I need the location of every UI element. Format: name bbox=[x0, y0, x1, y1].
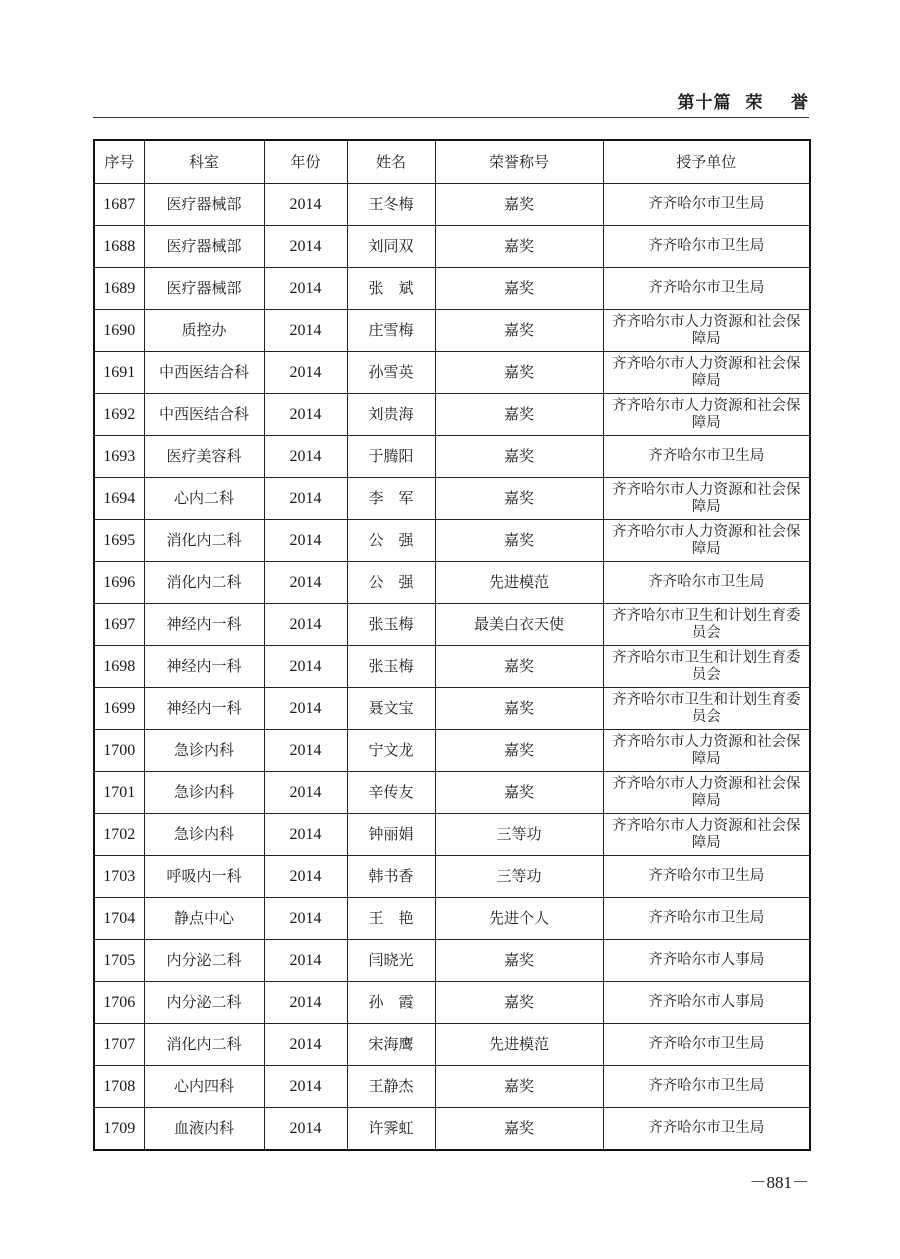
table-row bbox=[94, 856, 810, 898]
cell-serial: 1693 bbox=[94, 436, 144, 478]
cell-awarding-unit: 齐齐哈尔市卫生和计划生育委员会 bbox=[603, 604, 810, 646]
cell-honor-title: 先进个人 bbox=[435, 898, 603, 940]
cell-name: 王静杰 bbox=[347, 1066, 435, 1108]
cell-honor-title: 嘉奖 bbox=[435, 1066, 603, 1108]
column-header-name: 姓名 bbox=[347, 140, 435, 184]
cell-department: 中西医结合科 bbox=[144, 352, 264, 394]
cell-department: 急诊内科 bbox=[144, 730, 264, 772]
table-row bbox=[94, 352, 810, 394]
cell-name: 韩书香 bbox=[347, 856, 435, 898]
table-row bbox=[94, 1108, 810, 1151]
cell-serial: 1697 bbox=[94, 604, 144, 646]
cell-name: 孙雪英 bbox=[347, 352, 435, 394]
cell-year: 2014 bbox=[264, 268, 347, 310]
cell-name: 王 艳 bbox=[347, 898, 435, 940]
cell-serial: 1687 bbox=[94, 184, 144, 226]
table-row bbox=[94, 982, 810, 1024]
cell-serial: 1703 bbox=[94, 856, 144, 898]
cell-honor-title: 嘉奖 bbox=[435, 268, 603, 310]
cell-awarding-unit: 齐齐哈尔市人事局 bbox=[603, 982, 810, 1024]
cell-department: 内分泌二科 bbox=[144, 982, 264, 1024]
table-body bbox=[94, 184, 810, 1151]
cell-year: 2014 bbox=[264, 688, 347, 730]
cell-serial: 1689 bbox=[94, 268, 144, 310]
running-header: 第十篇 荣 誉 bbox=[677, 93, 809, 113]
cell-awarding-unit: 齐齐哈尔市卫生局 bbox=[603, 562, 810, 604]
cell-awarding-unit: 齐齐哈尔市卫生局 bbox=[603, 184, 810, 226]
cell-department: 消化内二科 bbox=[144, 520, 264, 562]
cell-department: 急诊内科 bbox=[144, 814, 264, 856]
cell-department: 静点中心 bbox=[144, 898, 264, 940]
table-row bbox=[94, 814, 810, 856]
cell-honor-title: 嘉奖 bbox=[435, 436, 603, 478]
table-header-row bbox=[94, 140, 810, 184]
cell-name: 聂文宝 bbox=[347, 688, 435, 730]
cell-name: 钟丽娟 bbox=[347, 814, 435, 856]
cell-year: 2014 bbox=[264, 352, 347, 394]
cell-year: 2014 bbox=[264, 982, 347, 1024]
cell-serial: 1705 bbox=[94, 940, 144, 982]
cell-serial: 1692 bbox=[94, 394, 144, 436]
cell-honor-title: 嘉奖 bbox=[435, 646, 603, 688]
table-row bbox=[94, 310, 810, 352]
cell-awarding-unit: 齐齐哈尔市卫生局 bbox=[603, 898, 810, 940]
cell-honor-title: 嘉奖 bbox=[435, 1108, 603, 1151]
cell-serial: 1707 bbox=[94, 1024, 144, 1066]
column-header-year: 年份 bbox=[264, 140, 347, 184]
cell-year: 2014 bbox=[264, 856, 347, 898]
cell-department: 神经内一科 bbox=[144, 646, 264, 688]
cell-honor-title: 嘉奖 bbox=[435, 940, 603, 982]
table-row bbox=[94, 604, 810, 646]
cell-serial: 1699 bbox=[94, 688, 144, 730]
column-header-honor-title: 荣誉称号 bbox=[435, 140, 603, 184]
table-row bbox=[94, 730, 810, 772]
cell-year: 2014 bbox=[264, 1024, 347, 1066]
cell-serial: 1695 bbox=[94, 520, 144, 562]
cell-department: 质控办 bbox=[144, 310, 264, 352]
cell-honor-title: 嘉奖 bbox=[435, 772, 603, 814]
cell-awarding-unit: 齐齐哈尔市卫生和计划生育委员会 bbox=[603, 646, 810, 688]
cell-department: 医疗器械部 bbox=[144, 226, 264, 268]
column-header-awarding-unit: 授予单位 bbox=[603, 140, 810, 184]
cell-awarding-unit: 齐齐哈尔市人力资源和社会保障局 bbox=[603, 310, 810, 352]
cell-serial: 1698 bbox=[94, 646, 144, 688]
cell-honor-title: 嘉奖 bbox=[435, 730, 603, 772]
cell-honor-title: 嘉奖 bbox=[435, 310, 603, 352]
table-row bbox=[94, 688, 810, 730]
cell-year: 2014 bbox=[264, 604, 347, 646]
cell-year: 2014 bbox=[264, 646, 347, 688]
table-row bbox=[94, 520, 810, 562]
cell-awarding-unit: 齐齐哈尔市人事局 bbox=[603, 940, 810, 982]
cell-name: 于腾阳 bbox=[347, 436, 435, 478]
cell-serial: 1704 bbox=[94, 898, 144, 940]
cell-awarding-unit: 齐齐哈尔市人力资源和社会保障局 bbox=[603, 394, 810, 436]
cell-honor-title: 嘉奖 bbox=[435, 982, 603, 1024]
cell-department: 医疗美容科 bbox=[144, 436, 264, 478]
cell-honor-title: 三等功 bbox=[435, 856, 603, 898]
cell-name: 许霁虹 bbox=[347, 1108, 435, 1151]
table-row bbox=[94, 940, 810, 982]
cell-name: 孙 霞 bbox=[347, 982, 435, 1024]
cell-honor-title: 先进模范 bbox=[435, 1024, 603, 1066]
table-row bbox=[94, 772, 810, 814]
cell-serial: 1701 bbox=[94, 772, 144, 814]
page-number: －881－ bbox=[749, 1173, 809, 1192]
cell-name: 庄雪梅 bbox=[347, 310, 435, 352]
table-row bbox=[94, 268, 810, 310]
table-row bbox=[94, 184, 810, 226]
cell-honor-title: 先进模范 bbox=[435, 562, 603, 604]
cell-department: 神经内一科 bbox=[144, 604, 264, 646]
cell-department: 内分泌二科 bbox=[144, 940, 264, 982]
cell-name: 宁文龙 bbox=[347, 730, 435, 772]
cell-department: 急诊内科 bbox=[144, 772, 264, 814]
cell-serial: 1696 bbox=[94, 562, 144, 604]
cell-name: 闫晓光 bbox=[347, 940, 435, 982]
cell-awarding-unit: 齐齐哈尔市卫生局 bbox=[603, 268, 810, 310]
cell-department: 血液内科 bbox=[144, 1108, 264, 1151]
table-row bbox=[94, 1024, 810, 1066]
cell-year: 2014 bbox=[264, 1066, 347, 1108]
cell-name: 李 军 bbox=[347, 478, 435, 520]
cell-department: 医疗器械部 bbox=[144, 184, 264, 226]
cell-year: 2014 bbox=[264, 772, 347, 814]
cell-department: 消化内二科 bbox=[144, 562, 264, 604]
cell-department: 神经内一科 bbox=[144, 688, 264, 730]
cell-serial: 1709 bbox=[94, 1108, 144, 1151]
cell-honor-title: 三等功 bbox=[435, 814, 603, 856]
table-row bbox=[94, 226, 810, 268]
cell-year: 2014 bbox=[264, 562, 347, 604]
header-rule bbox=[93, 117, 809, 118]
cell-awarding-unit: 齐齐哈尔市卫生局 bbox=[603, 856, 810, 898]
table-row bbox=[94, 478, 810, 520]
cell-serial: 1708 bbox=[94, 1066, 144, 1108]
cell-awarding-unit: 齐齐哈尔市卫生局 bbox=[603, 226, 810, 268]
cell-honor-title: 嘉奖 bbox=[435, 688, 603, 730]
cell-year: 2014 bbox=[264, 814, 347, 856]
cell-name: 刘贵海 bbox=[347, 394, 435, 436]
cell-serial: 1691 bbox=[94, 352, 144, 394]
cell-department: 呼吸内一科 bbox=[144, 856, 264, 898]
table-row bbox=[94, 562, 810, 604]
cell-name: 公 强 bbox=[347, 520, 435, 562]
cell-serial: 1702 bbox=[94, 814, 144, 856]
cell-year: 2014 bbox=[264, 940, 347, 982]
cell-year: 2014 bbox=[264, 226, 347, 268]
cell-awarding-unit: 齐齐哈尔市卫生局 bbox=[603, 1024, 810, 1066]
cell-year: 2014 bbox=[264, 184, 347, 226]
cell-name: 公 强 bbox=[347, 562, 435, 604]
cell-name: 宋海鹰 bbox=[347, 1024, 435, 1066]
cell-awarding-unit: 齐齐哈尔市人力资源和社会保障局 bbox=[603, 520, 810, 562]
column-header-serial: 序号 bbox=[94, 140, 144, 184]
cell-year: 2014 bbox=[264, 730, 347, 772]
cell-serial: 1700 bbox=[94, 730, 144, 772]
table-row bbox=[94, 1066, 810, 1108]
cell-honor-title: 嘉奖 bbox=[435, 352, 603, 394]
cell-name: 辛传友 bbox=[347, 772, 435, 814]
cell-awarding-unit: 齐齐哈尔市人力资源和社会保障局 bbox=[603, 478, 810, 520]
cell-year: 2014 bbox=[264, 520, 347, 562]
cell-awarding-unit: 齐齐哈尔市卫生局 bbox=[603, 1108, 810, 1151]
cell-department: 医疗器械部 bbox=[144, 268, 264, 310]
cell-honor-title: 最美白衣天使 bbox=[435, 604, 603, 646]
cell-awarding-unit: 齐齐哈尔市人力资源和社会保障局 bbox=[603, 772, 810, 814]
cell-awarding-unit: 齐齐哈尔市人力资源和社会保障局 bbox=[603, 352, 810, 394]
cell-awarding-unit: 齐齐哈尔市卫生局 bbox=[603, 1066, 810, 1108]
cell-year: 2014 bbox=[264, 394, 347, 436]
cell-honor-title: 嘉奖 bbox=[435, 520, 603, 562]
cell-year: 2014 bbox=[264, 436, 347, 478]
cell-year: 2014 bbox=[264, 310, 347, 352]
cell-department: 消化内二科 bbox=[144, 1024, 264, 1066]
cell-awarding-unit: 齐齐哈尔市人力资源和社会保障局 bbox=[603, 814, 810, 856]
cell-serial: 1706 bbox=[94, 982, 144, 1024]
cell-honor-title: 嘉奖 bbox=[435, 184, 603, 226]
cell-serial: 1690 bbox=[94, 310, 144, 352]
cell-name: 刘同双 bbox=[347, 226, 435, 268]
honors-table bbox=[93, 139, 811, 1151]
cell-name: 张 斌 bbox=[347, 268, 435, 310]
cell-department: 心内二科 bbox=[144, 478, 264, 520]
cell-year: 2014 bbox=[264, 898, 347, 940]
cell-department: 心内四科 bbox=[144, 1066, 264, 1108]
cell-honor-title: 嘉奖 bbox=[435, 226, 603, 268]
cell-year: 2014 bbox=[264, 1108, 347, 1151]
column-header-department: 科室 bbox=[144, 140, 264, 184]
cell-awarding-unit: 齐齐哈尔市人力资源和社会保障局 bbox=[603, 730, 810, 772]
table-row bbox=[94, 436, 810, 478]
cell-year: 2014 bbox=[264, 478, 347, 520]
cell-department: 中西医结合科 bbox=[144, 394, 264, 436]
cell-name: 张玉梅 bbox=[347, 604, 435, 646]
cell-honor-title: 嘉奖 bbox=[435, 478, 603, 520]
cell-name: 王冬梅 bbox=[347, 184, 435, 226]
table-row bbox=[94, 646, 810, 688]
cell-name: 张玉梅 bbox=[347, 646, 435, 688]
cell-awarding-unit: 齐齐哈尔市卫生和计划生育委员会 bbox=[603, 688, 810, 730]
table-row bbox=[94, 394, 810, 436]
table-row bbox=[94, 898, 810, 940]
cell-serial: 1694 bbox=[94, 478, 144, 520]
cell-serial: 1688 bbox=[94, 226, 144, 268]
cell-awarding-unit: 齐齐哈尔市卫生局 bbox=[603, 436, 810, 478]
cell-honor-title: 嘉奖 bbox=[435, 394, 603, 436]
